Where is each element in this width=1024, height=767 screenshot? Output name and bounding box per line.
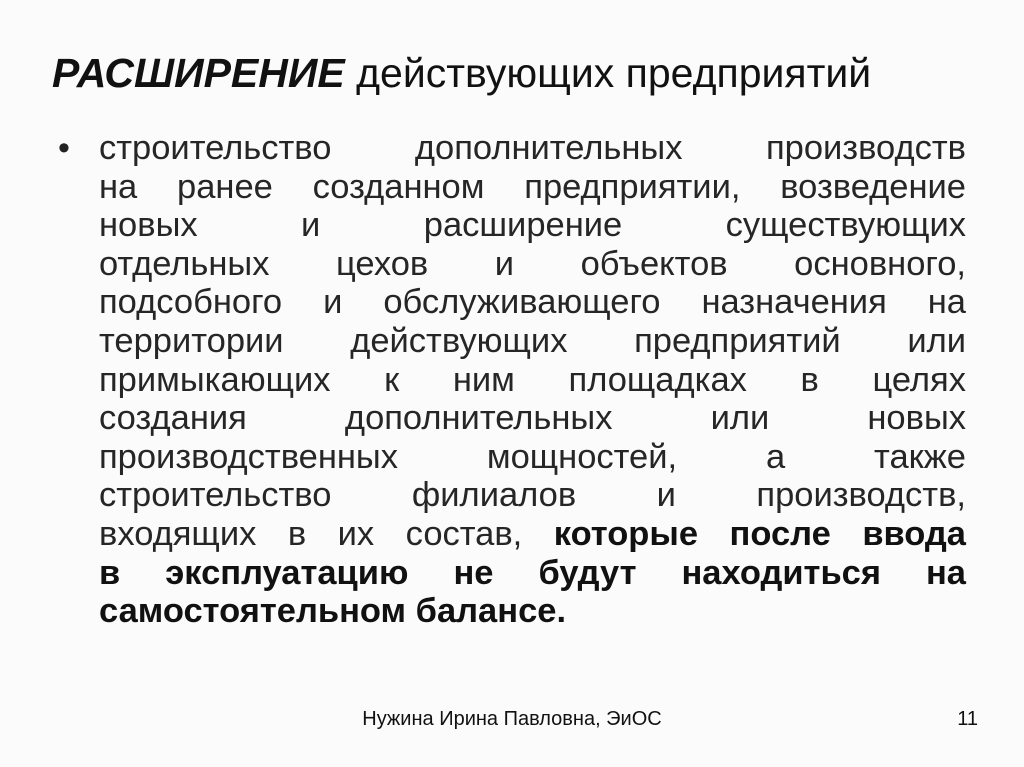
- bullet-line-bold: в эксплуатацию не будут находиться на: [99, 553, 966, 592]
- slide-title-emphasis: РАСШИРЕНИЕ: [52, 50, 345, 96]
- footer-author: Нужина Ирина Павловна, ЭиОС: [362, 708, 662, 730]
- bullet-text: [99, 129, 966, 631]
- bullet-line: отдельных цехов и объектов основного,: [99, 244, 966, 283]
- page-number: 11: [957, 708, 978, 730]
- bullet-line: территории действующих предприятий или: [99, 321, 966, 360]
- slide-title: [52, 46, 992, 100]
- bullet-line: строительство филиалов и производств,: [99, 476, 966, 515]
- bullet-line: производственных мощностей, а также: [99, 437, 966, 476]
- bullet-line: создания дополнительных или новых: [99, 399, 966, 438]
- bullet-line-bold-last: самостоятельном балансе.: [99, 592, 567, 631]
- bullet-line-mixed: [99, 515, 966, 554]
- bullet-line: подсобного и обслуживающего назначения на: [99, 283, 966, 322]
- slide-title-rest: действующих предприятий: [344, 50, 872, 96]
- bullet-line: новых и расширение существующих: [99, 206, 966, 245]
- bullet-line: строительство дополнительных производств: [99, 129, 966, 167]
- bullet-line: на ранее созданном предприятии, возведение: [99, 167, 966, 206]
- bullet-line-bold-part: которые после ввода: [553, 514, 966, 553]
- bullet-line-normal-part: входящих в их состав,: [99, 514, 554, 553]
- bullet-line: примыкающих к ним площадках в целях: [99, 360, 966, 399]
- bullet-marker: •: [58, 129, 70, 167]
